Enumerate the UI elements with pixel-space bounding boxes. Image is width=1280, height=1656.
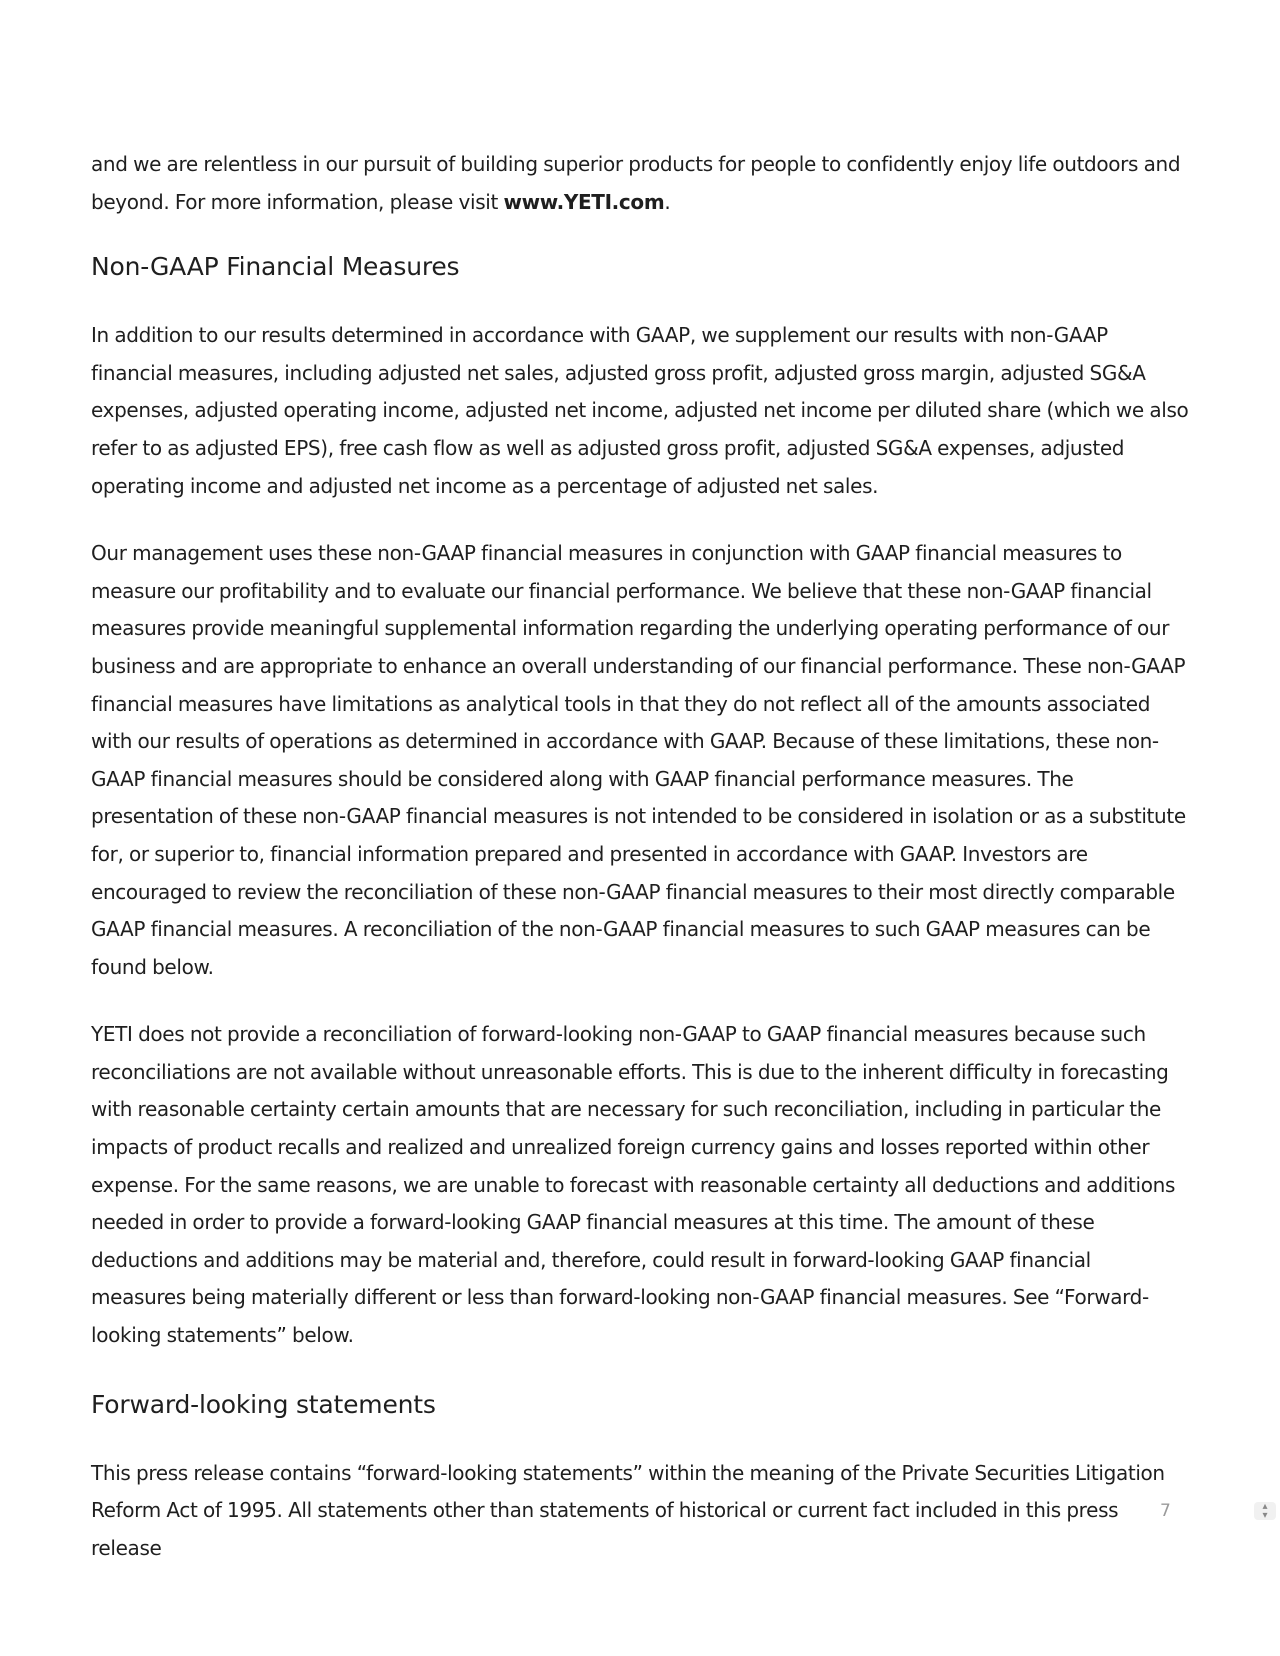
paragraph: YETI does not provide a reconciliation of forward-looking non-GAAP to GAAP financial measures because such reconciliations are not available without unreasonable efforts. This is due to the inherent difficulty in forecasting with reasonable certainty certain amounts that are necessary for such reconciliation, including in particular the impacts of product recalls and realized and unrealized foreign currency gains and losses reported within other expense. For the same reasons, we are unable to forecast with reasonable certainty all deductions and additions needed in order to provide a forward-looking GAAP financial measures at this time. The amount of these deductions and additions may be material and, therefore, could result in forward-looking GAAP financial measures being materially different or less than forward-looking non-GAAP financial measures. See “Forward-looking statements” below. bbox=[91, 1022, 1176, 1348]
intro-end: . bbox=[664, 189, 671, 214]
section-heading-forward-looking: Forward-looking statements bbox=[91, 1389, 436, 1419]
updown-arrows-icon[interactable]: ▴ ▾ bbox=[1254, 1502, 1276, 1520]
document-page bbox=[91, 146, 1191, 1567]
intro-paragraph bbox=[91, 146, 1191, 221]
paragraph: In addition to our results determined in accordance with GAAP, we supplement our results with non-GAAP financial measures, including adjusted net sales, adjusted gross profit, adjusted gross margin, adjusted SG&A expenses, adjusted operating income, adjusted net income, adjusted net income per diluted share (which we also refer to as adjusted EPS), free cash flow as well as adjusted gross profit, adjusted SG&A expenses, adjusted operating income and adjusted net income as a percentage of adjusted net sales. bbox=[91, 323, 1189, 498]
page-number: 7 bbox=[1160, 1501, 1171, 1521]
website-link[interactable]: www.YETI.com bbox=[503, 189, 665, 214]
paragraph: Our management uses these non-GAAP financial measures in conjunction with GAAP financial measures to measure our profitability and to evaluate our financial performance. We believe that these non-GAAP financial measures provide meaningful supplemental information regarding the underlying operating performance of our business and are appropriate to enhance an overall understanding of our financial performance. These non-GAAP financial measures have limitations as analytical tools in that they do not reflect all of the amounts associated with our results of operations as determined in accordance with GAAP. Because of these limitations, these non-GAAP financial measures should be considered along with GAAP financial performance measures. The presentation of these non-GAAP financial measures is not intended to be considered in isolation or as a substitute for, or superior to, financial information prepared and presented in accordance with GAAP. Investors are encouraged to review the reconciliation of these non-GAAP financial measures to their most directly comparable GAAP financial measures. A reconciliation of the non-GAAP financial measures to such GAAP measures can be found below. bbox=[91, 541, 1186, 979]
paragraph: This press release contains “forward-looking statements” within the meaning of the Private Securities Litigation Reform Act of 1995. All statements other than statements of historical or current fact included in this press release bbox=[91, 1460, 1165, 1560]
intro-text: and we are relentless in our pursuit of building superior products for people to confidently enjoy life outdoors and beyond. For more information, please visit bbox=[91, 152, 1181, 214]
section-heading-non-gaap: Non-GAAP Financial Measures bbox=[91, 252, 460, 282]
